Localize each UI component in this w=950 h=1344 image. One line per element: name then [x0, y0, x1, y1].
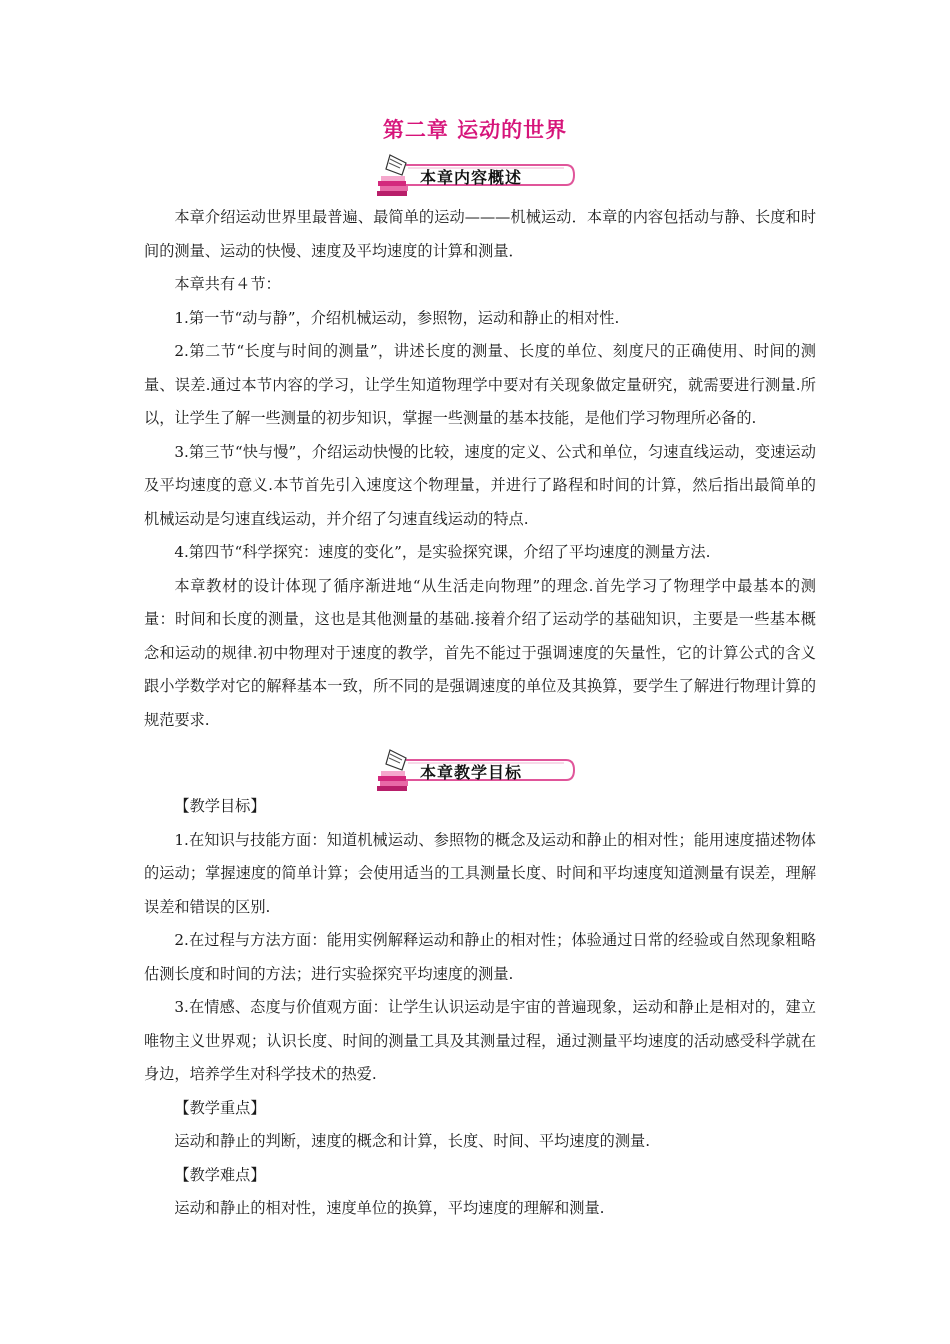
paragraph: 3.在情感、态度与价值观方面：让学生认识运动是宇宙的普遍现象，运动和静止是相对的，建立唯物主义世界观；认识长度、时间的测量工具及其测量过程，通过测量平均速度的活动感受科学就在身边，培养学生对科学技术的热爱.: [144, 998, 816, 1083]
paragraph: 本章教材的设计体现了循序渐进地“从生活走向物理”的理念.首先学习了物理学中最基本的测量：时间和长度的测量，这也是其他测量的基础.接着介绍了运动学的基础知识，主要是一些基本概念和运动的规律.初中物理对于速度的教学，首先不能过于强调速度的矢量性，它的计算公式的含义跟小学数学对它的解释基本一致，所不同的是强调速度的单位及其换算，要学生了解进行物理计算的规范要求.: [144, 576, 816, 729]
paragraph: 运动和静止的判断，速度的概念和计算，长度、时间、平均速度的测量.: [174, 1132, 651, 1150]
paragraph: 运动和静止的相对性，速度单位的换算，平均速度的理解和测量.: [174, 1199, 605, 1217]
paragraph: 3.第三节“快与慢”，介绍运动快慢的比较，速度的定义、公式和单位，匀速直线运动，变速运动及平均速度的意义.本节首先引入速度这个物理量，并进行了路程和时间的计算，然后指出最简单的机械运动是匀速直线运动，并介绍了匀速直线运动的特点.: [144, 442, 816, 528]
section-goals-body: [144, 790, 816, 1226]
paragraph: 本章共有４节：: [174, 275, 281, 293]
section-banner-label: 本章教学目标: [420, 763, 523, 782]
section-banner-goals: [376, 748, 576, 792]
paragraph: 2.在过程与方法方面：能用实例解释运动和静止的相对性；体验通过日常的经验或自然现象粗略估测长度和时间的方法；进行实验探究平均速度的测量.: [144, 931, 816, 983]
paragraph: 4.第四节“科学探究：速度的变化”，是实验探究课，介绍了平均速度的测量方法.: [174, 543, 711, 561]
section-banner-overview: [376, 153, 576, 197]
section-overview-body: [144, 201, 816, 737]
paragraph: 2.第二节“长度与时间的测量”，讲述长度的测量、长度的单位、刻度尺的正确使用、时间的测量、误差.通过本节内容的学习，让学生知道物理学中要对有关现象做定量研究，就需要进行测量.所以，让学生了解一些测量的初步知识，掌握一些测量的基本技能，是他们学习物理所必备的.: [144, 342, 816, 427]
heading-difficulties: 【教学难点】: [174, 1165, 266, 1184]
heading-key-points: 【教学重点】: [174, 1098, 266, 1117]
paragraph: 本章介绍运动世界里最普遍、最简单的运动———机械运动．本章的内容包括动与静、长度和时间的测量、运动的快慢、速度及平均速度的计算和测量．: [144, 208, 816, 260]
paragraph: 1.在知识与技能方面：知道机械运动、参照物的概念及运动和静止的相对性；能用速度描述物体的运动；掌握速度的简单计算；会使用适当的工具测量长度、时间和平均速度知道测量有误差，理解误差和错误的区别.: [144, 830, 816, 916]
paragraph: 1.第一节“动与静”，介绍机械运动，参照物，运动和静止的相对性.: [174, 308, 620, 327]
chapter-title: 第二章 运动的世界: [382, 118, 568, 142]
heading-teaching-goals: 【教学目标】: [174, 797, 266, 815]
section-banner-label: 本章内容概述: [420, 168, 523, 187]
